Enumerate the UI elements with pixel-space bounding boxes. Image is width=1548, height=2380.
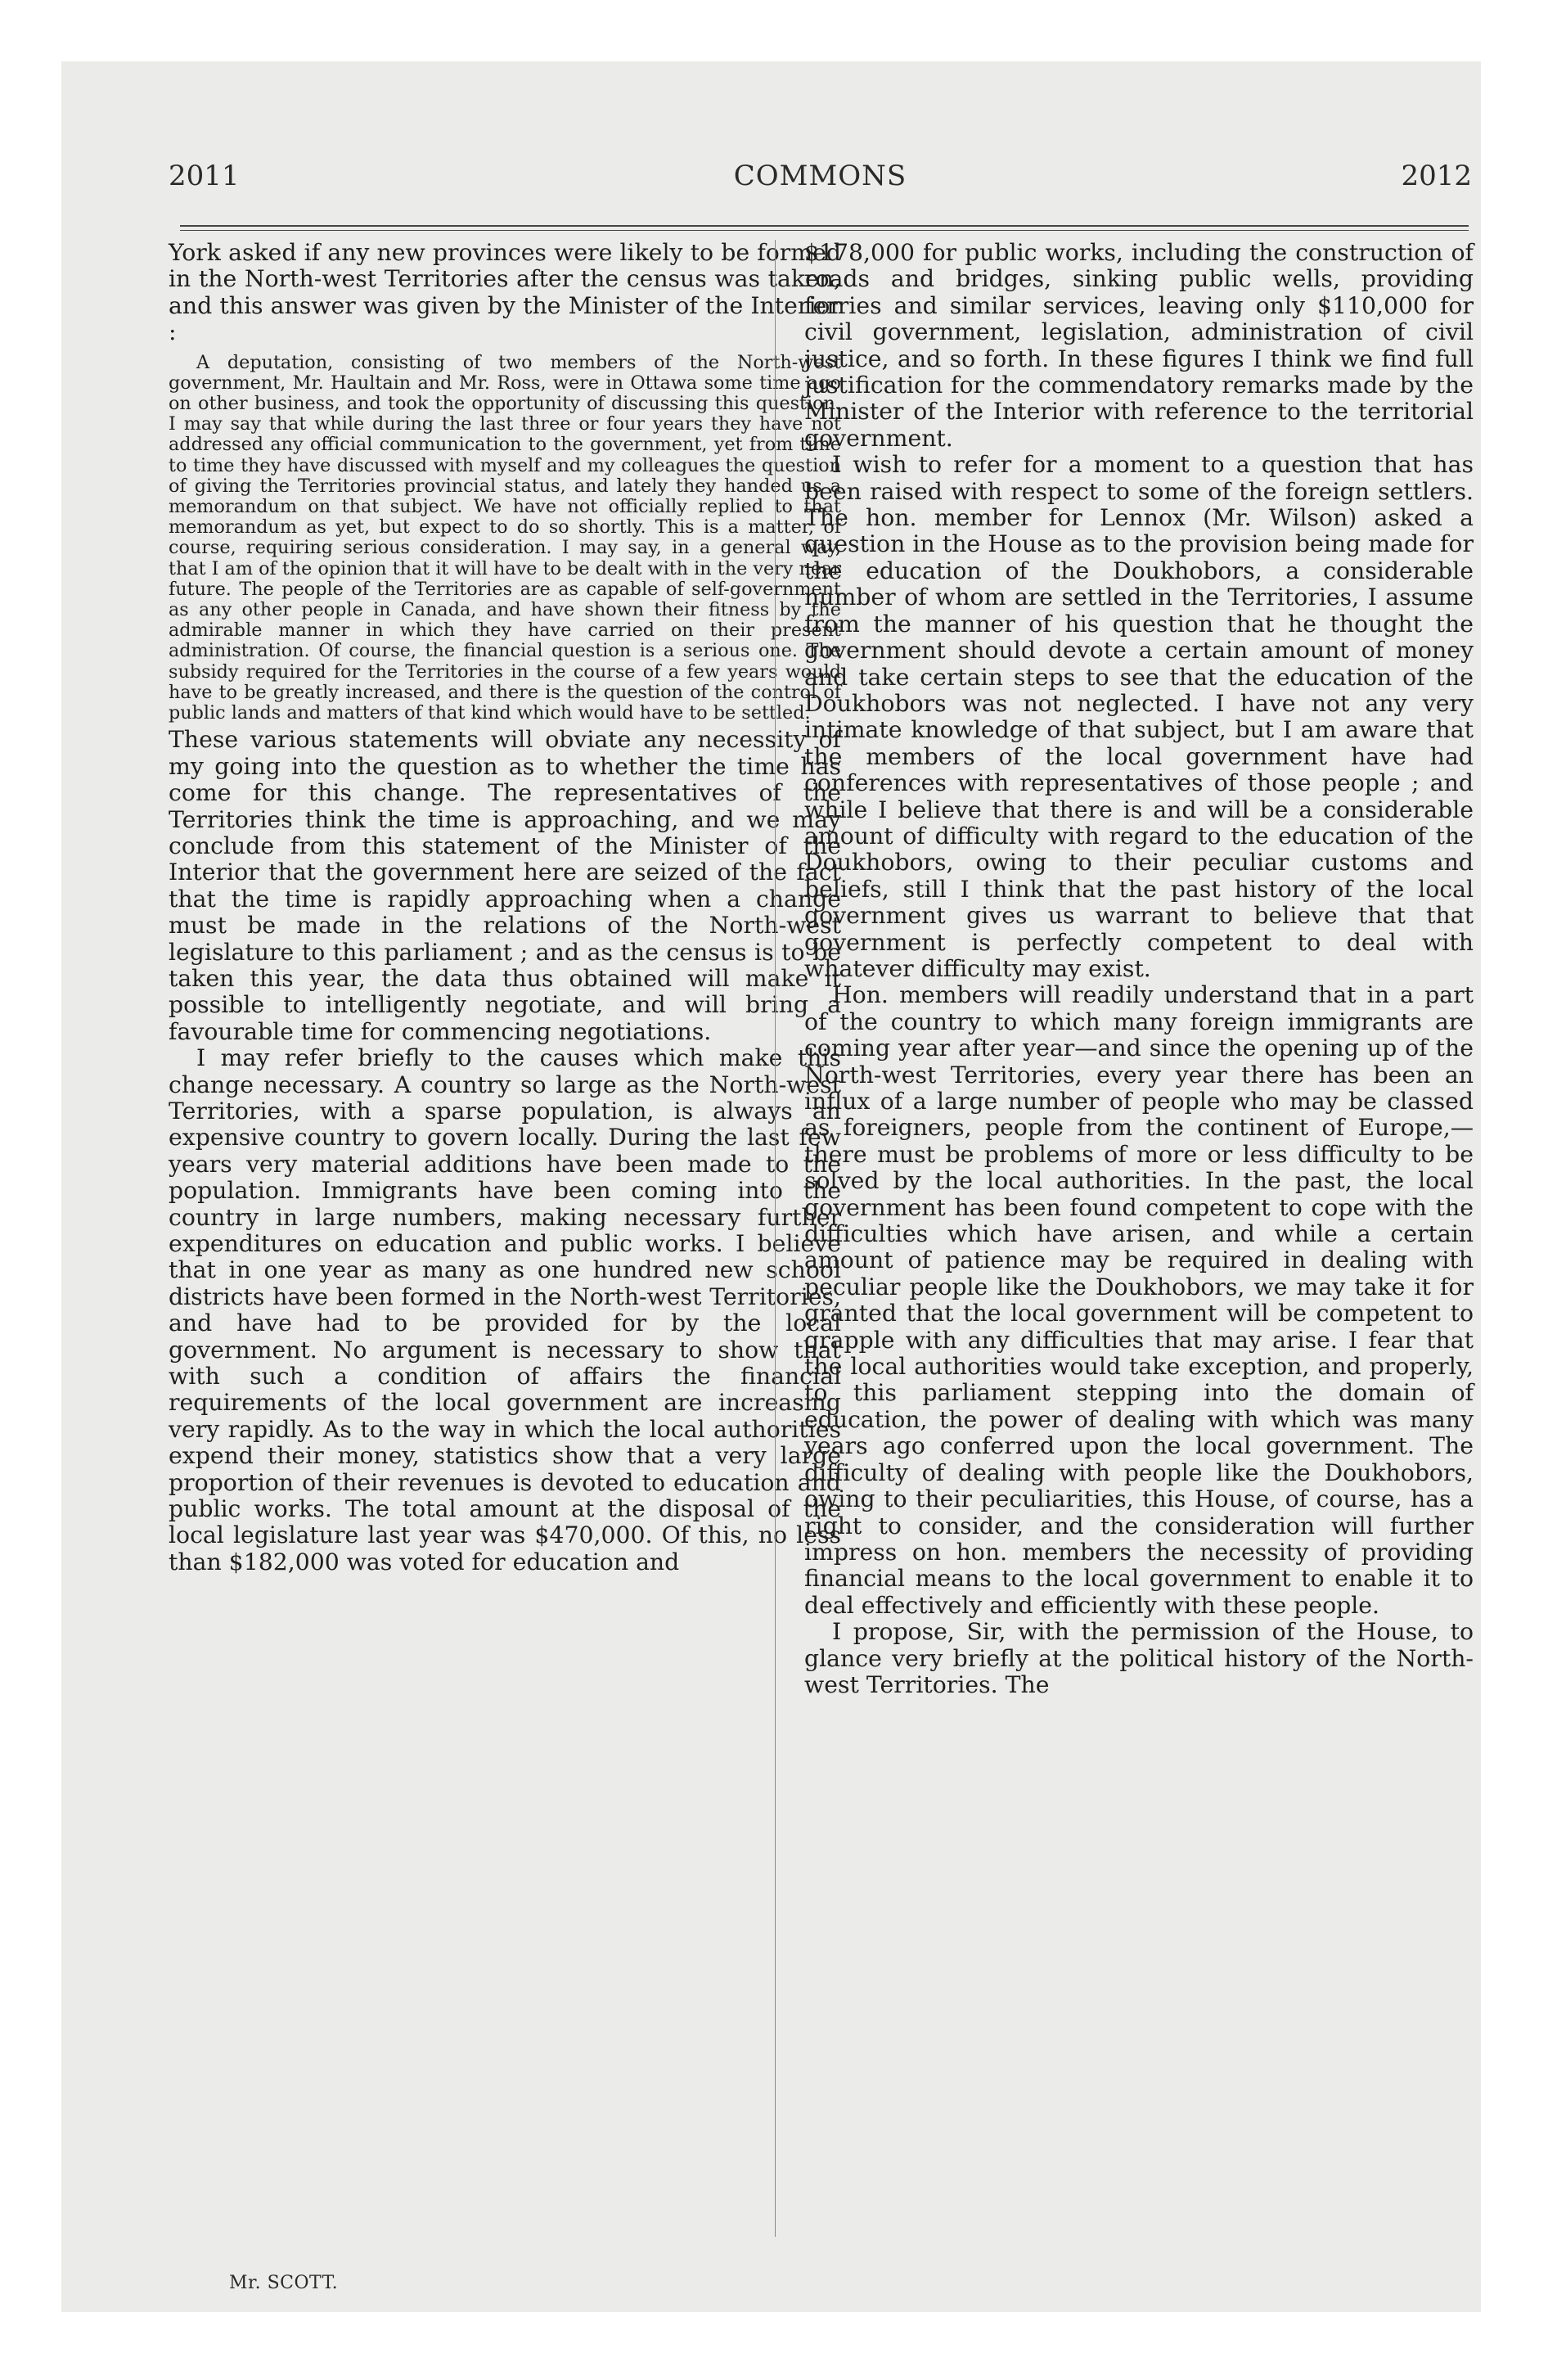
left-paragraph-1: York asked if any new provinces were likely to be formed in the North-west Territories after the census was taken, and this answer was given by the Minister of the Interior :: [169, 239, 841, 346]
right-paragraph-1: $178,000 for public works, including the construction of roads and bridges, sinking public wells, providing ferries and similar services, leaving only $110,000 for civil government, legislation, administration of civil justice, and so forth. In these figures I think we find full justification for the commendatory remarks made by the Minister of the Interior with reference to the territorial government.: [804, 239, 1474, 452]
header-rule: [180, 225, 1469, 227]
column-divider: [775, 240, 776, 2237]
left-paragraph-2: These various statements will obviate any necessity of my going into the question as to whether the time has come for this change. The representatives of the Territories think the time is approaching, and we may conclude from this statement of the Minister of the Interior that the government here are seized of the fact that the time is rapidly approaching when a change must be made in the relations of the North-west legislature to this parliament ; and as the census is to be taken this year, the data thus obtained will make it possible to intelligently negotiate, and will bring a favourable time for commencing negotiations.: [169, 726, 841, 1045]
left-paragraph-3: I may refer briefly to the causes which make this change necessary. A country so large as the North-west Territories, with a sparse population, is always an expensive country to govern locally. During the last few years very material additions have been made to the population. Immigrants have been coming into the country in large numbers, making necessary further expenditures on education and public works. I believe that in one year as many as one hundred new school districts have been formed in the North-west Territories, and have had to be provided for by the local government. No argument is necessary to show that with such a condition of affairs the financial requirements of the local government are increasing very rapidly. As to the way in which the local authorities expend their money, statistics show that a very large proportion of their revenues is devoted to education and public works. The total amount at the disposal of the local legislature last year was $470,000. Of this, no less than $182,000 was voted for education and: [169, 1044, 841, 1575]
page-scan: [61, 61, 1481, 2312]
right-paragraph-3: Hon. members will readily understand that in a part of the country to which many foreign immigrants are coming year after year—and since the opening up of the North-west Territories, every year there has been an influx of a large number of people who may be classed as foreigners, people from the continent of Europe,—there must be problems of more or less difficulty to be solved by the local authorities. In the past, the local government has been found competent to cope with the difficulties which have arisen, and while a certain amount of patience may be required in dealing with peculiar people like the Doukhobors, we may take it for granted that the local government will be competent to grapple with any difficulties that may arise. I fear that the local authorities would take exception, and properly, to this parliament stepping into the domain of education, the power of dealing with which was many years ago conferred upon the local government. The difficulty of dealing with people like the Doukhobors, owing to their peculiarities, this House, of course, has a right to consider, and the consideration will further impress on hon. members the necessity of providing financial means to the local government to enable it to deal effectively and efficiently with these people.: [804, 981, 1474, 1619]
right-column: [804, 240, 1474, 1698]
right-paragraph-4: I propose, Sir, with the permission of the House, to glance very briefly at the political history of the North-west Territories. The: [804, 1618, 1474, 1698]
page-header: [169, 160, 1472, 209]
right-paragraph-2: I wish to refer for a moment to a question that has been raised with respect to some of the foreign settlers. The hon. member for Lennox (Mr. Wilson) asked a question in the House as to the provision being made for the education of the Doukhobors, a considerable number of whom are settled in the Territories, I assume from the manner of his question that he thought the government should devote a certain amount of money and take certain steps to see that the education of the Doukhobors was not neglected. I have not any very intimate knowledge of that subject, but I am aware that the members of the local government have had conferences with representatives of those people ; and while I believe that there is and will be a considerable amount of difficulty with regard to the education of the Doukhobors, owing to their peculiar customs and beliefs, still I think that the past history of the local government gives us warrant to believe that that government is perfectly competent to deal with whatever difficulty may exist.: [804, 451, 1474, 982]
page-number-right: 2012: [1401, 160, 1472, 192]
header-title: COMMONS: [733, 160, 907, 192]
header-rule-thin: [180, 230, 1469, 231]
left-column: [169, 240, 841, 1575]
page-number-left: 2011: [169, 160, 240, 192]
left-quotation: A deputation, consisting of two members of the North-west government, Mr. Haultain and Mr. Ross, were in Ottawa some time ago on other business, and took the opportunity of discussing this question. I may say that while during the last three or four years they have not addressed any official communication to the government, yet from time to time they have discussed with myself and my colleagues the question of giving the Territories provincial status, and lately they handed us a memorandum on that subject. We have not officially replied to that memorandum as yet, but expect to do so shortly. This is a matter, of course, requiring serious consideration. I may say, in a general way, that I am of the opinion that it will have to be dealt with in the very near future. The people of the Territories are as capable of self-government as any other people in Canada, and have shown their fitness by the admirable manner in which they have carried on their present administration. Of course, the financial question is a serious one. The subsidy required for the Territories in the course of a few years would have to be greatly increased, and there is the question of the control of public lands and matters of that kind which would have to be settled.: [169, 351, 841, 724]
speaker-footer: Mr. SCOTT.: [229, 2273, 339, 2293]
